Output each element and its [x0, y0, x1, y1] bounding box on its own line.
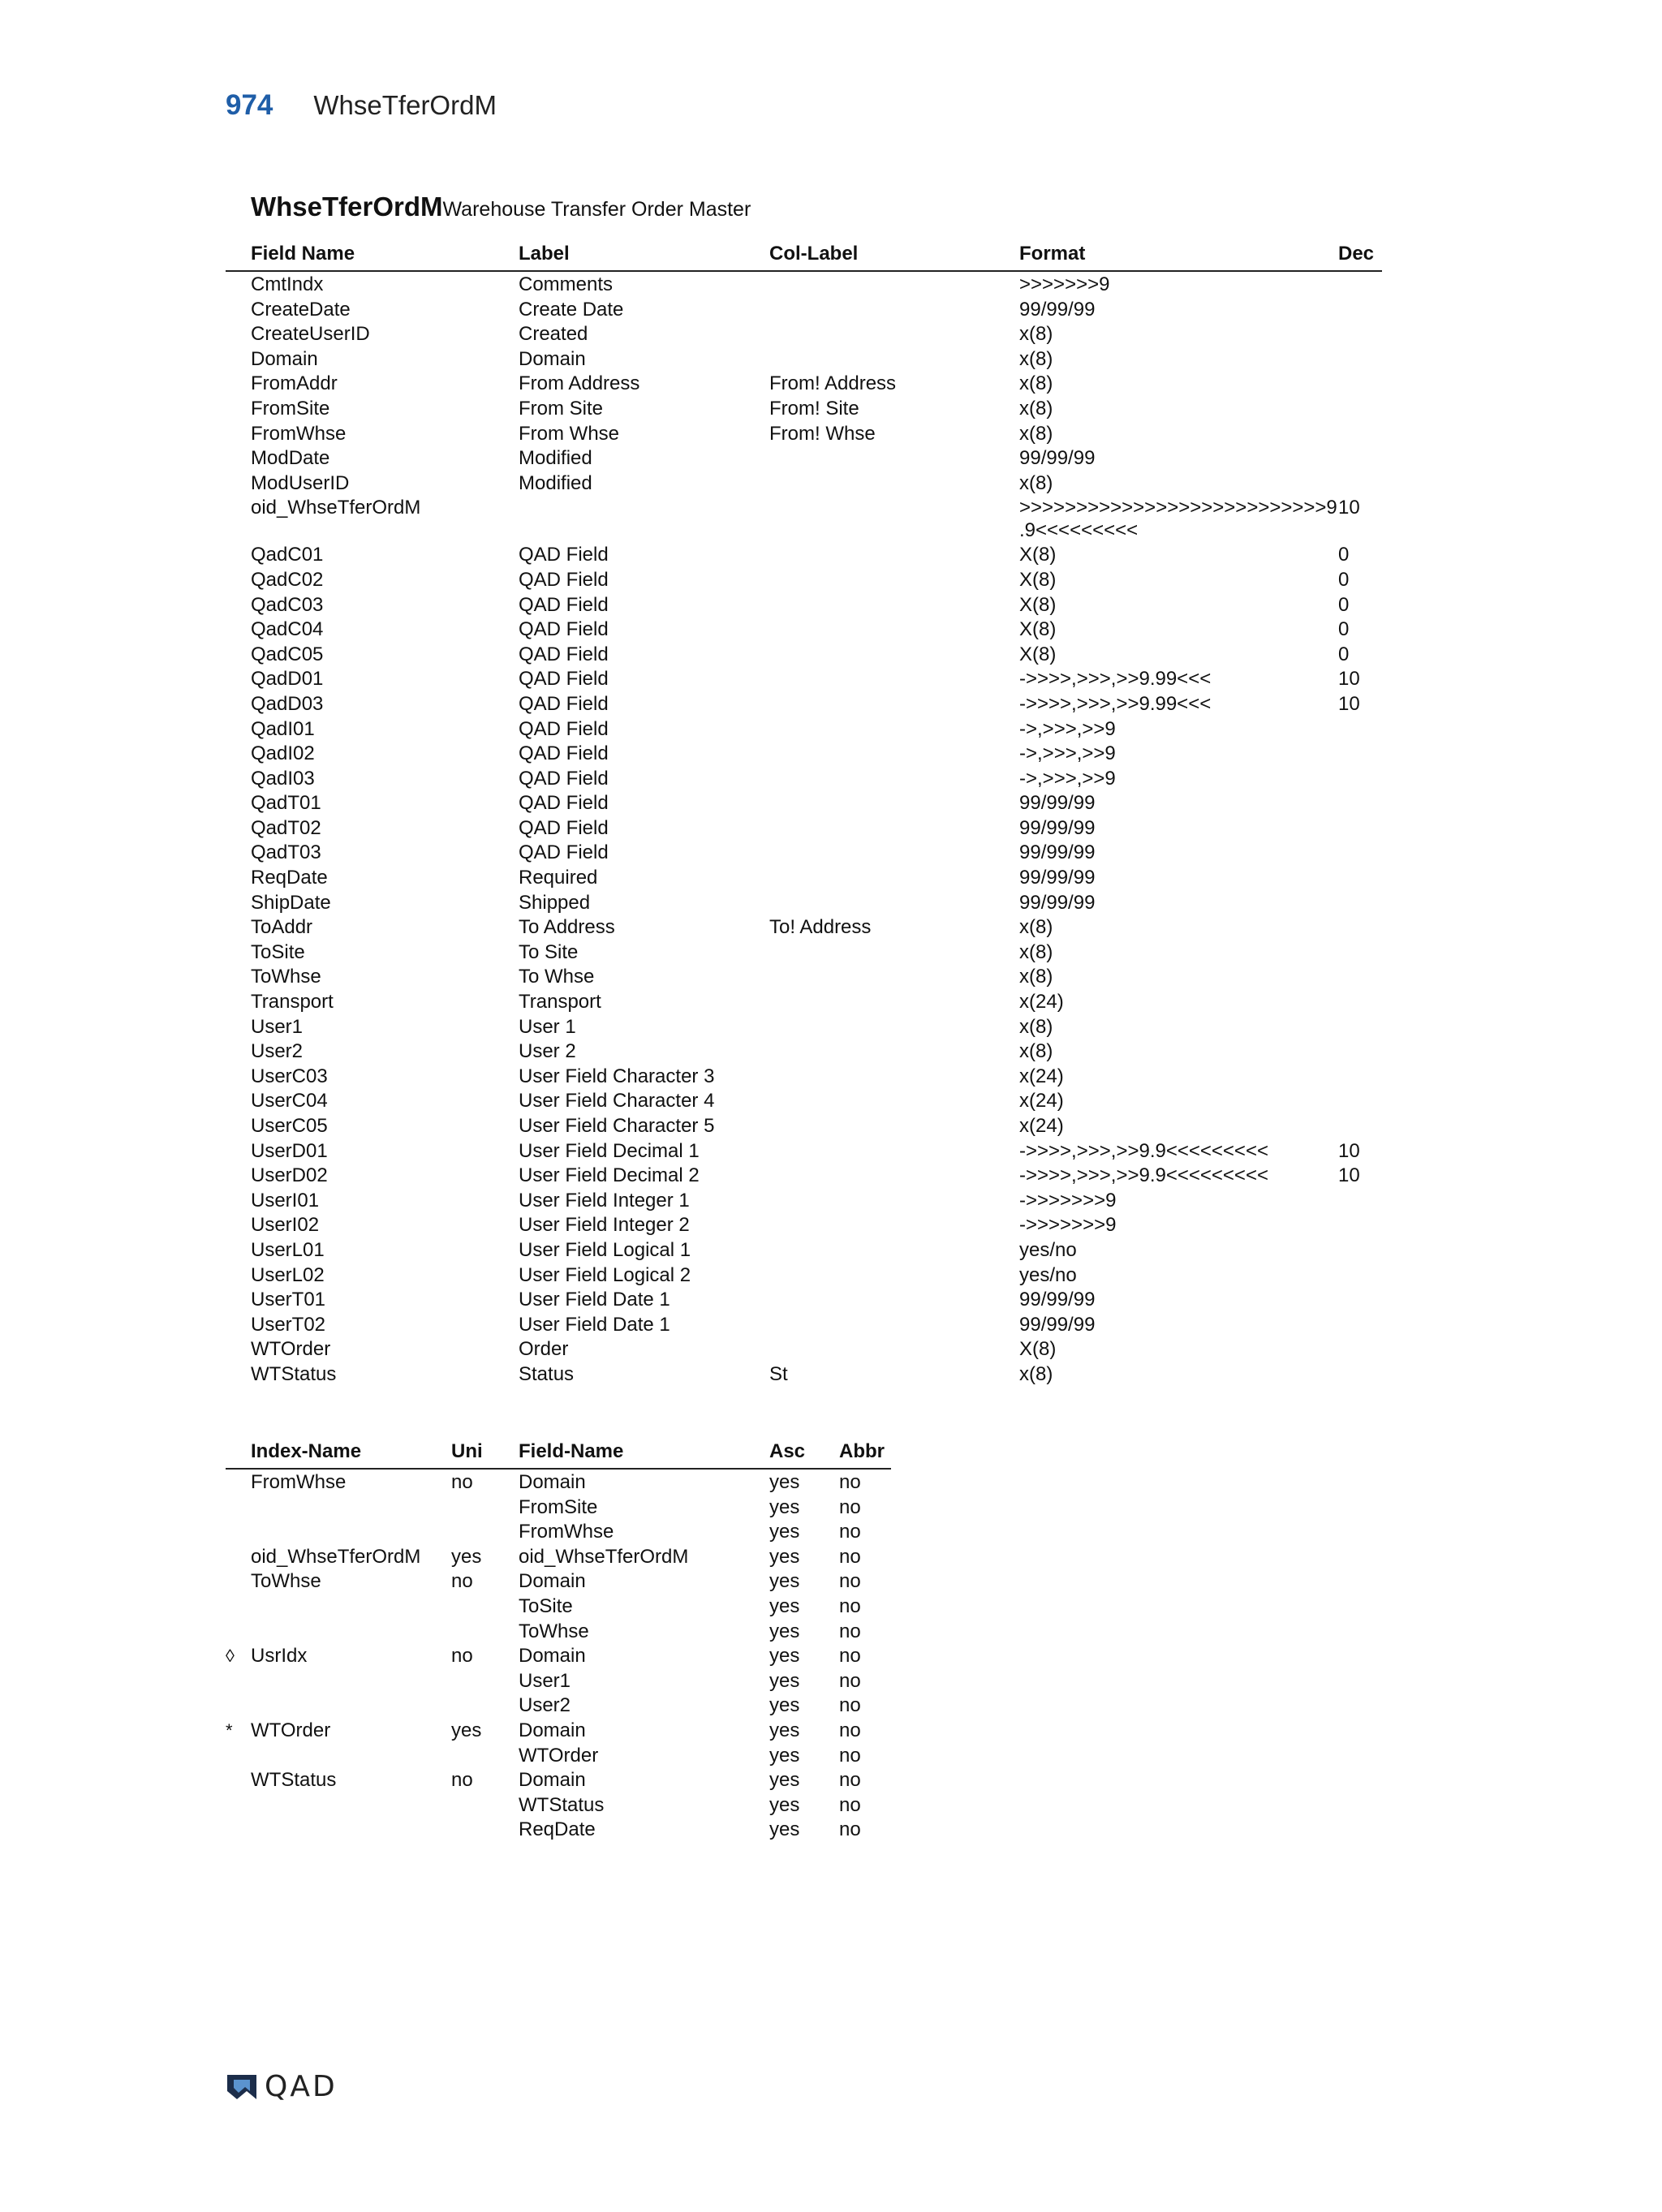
table-row — [226, 642, 1382, 667]
table-row — [226, 816, 1382, 841]
format-cell: ->>>>,>>>,>>9.9<<<<<<<<< — [1019, 1164, 1268, 1187]
col-label-cell: From! Address — [769, 372, 897, 395]
format-cell: 99/99/99 — [1019, 891, 1096, 914]
table-row — [226, 717, 1382, 742]
label-cell: Shipped — [519, 891, 591, 914]
running-head — [226, 89, 497, 130]
label-cell: Created — [519, 323, 588, 346]
label-cell: From Address — [519, 372, 640, 395]
abbr-cell: no — [839, 1594, 861, 1617]
label-cell: QAD Field — [519, 643, 609, 665]
ascending-cell: yes — [769, 1719, 800, 1741]
format-cell: x(8) — [1019, 1015, 1053, 1038]
dec-cell: 0 — [1338, 593, 1350, 616]
field-name-cell: ToAddr — [251, 916, 313, 939]
format-cell: X(8) — [1019, 593, 1057, 616]
fields-table-header — [226, 241, 1382, 272]
field-name-cell: QadI03 — [251, 767, 315, 790]
ascending-cell: yes — [769, 1620, 800, 1642]
label-cell: User Field Date 1 — [519, 1289, 670, 1311]
field-name-cell: QadT03 — [251, 841, 321, 864]
field-name-cell: WTOrder — [519, 1744, 599, 1767]
index-name-cell: WTStatus — [251, 1769, 337, 1792]
table-title — [251, 192, 751, 222]
label-cell: User Field Decimal 1 — [519, 1139, 700, 1162]
table-row — [226, 542, 1382, 567]
format-cell: ->>>>>>>9 — [1019, 1214, 1117, 1237]
format-cell: x(24) — [1019, 1065, 1064, 1087]
dec-cell: 0 — [1338, 544, 1350, 566]
label-cell: Status — [519, 1362, 575, 1385]
label-cell: QAD Field — [519, 816, 609, 839]
abbr-cell: no — [839, 1645, 861, 1668]
table-row — [226, 1362, 1382, 1387]
label-cell: To Site — [519, 940, 579, 963]
abbr-cell: no — [839, 1818, 861, 1841]
label-cell: Modified — [519, 471, 592, 494]
table-row — [226, 1088, 1382, 1113]
field-name-cell: UserD01 — [251, 1139, 328, 1162]
abbr-cell: no — [839, 1495, 861, 1518]
dec-cell: 10 — [1338, 1139, 1360, 1162]
format-cell: x(8) — [1019, 471, 1053, 494]
table-row — [226, 1668, 891, 1693]
label-cell: Comments — [519, 273, 614, 295]
table-row — [226, 1743, 891, 1768]
abbr-cell: no — [839, 1570, 861, 1593]
table-row — [226, 940, 1382, 965]
dec-cell: 0 — [1338, 618, 1350, 641]
table-row — [226, 1014, 1382, 1039]
field-name-cell: FromSite — [251, 397, 330, 420]
table-row — [226, 1594, 891, 1619]
unique-cell: no — [451, 1570, 473, 1593]
field-name-cell: QadC02 — [251, 568, 324, 591]
format-cell: x(8) — [1019, 397, 1053, 420]
format-cell: ->>>>,>>>,>>9.99<<< — [1019, 692, 1212, 715]
field-name-cell: oid_WhseTferOrdM — [251, 497, 421, 519]
label-cell: QAD Field — [519, 792, 609, 815]
label-cell: QAD Field — [519, 568, 609, 591]
field-name-cell: CreateUserID — [251, 323, 370, 346]
label-cell: User 2 — [519, 1040, 576, 1063]
qad-logo — [226, 2070, 338, 2103]
abbr-cell: no — [839, 1694, 861, 1717]
ascending-cell: yes — [769, 1769, 800, 1792]
format-cell: X(8) — [1019, 568, 1057, 591]
index-name-cell: WTOrder — [251, 1719, 331, 1741]
label-cell: User Field Decimal 2 — [519, 1164, 700, 1187]
label-cell: QAD Field — [519, 692, 609, 715]
label-cell: Modified — [519, 447, 592, 470]
dec-cell: 10 — [1338, 668, 1360, 691]
field-name-cell: UserL01 — [251, 1238, 325, 1261]
table-row — [226, 741, 1382, 766]
column-header-col-label: Col-Label — [769, 243, 859, 265]
field-name-cell: QadC03 — [251, 593, 324, 616]
field-name-cell: ReqDate — [519, 1818, 596, 1841]
field-name-cell: CmtIndx — [251, 273, 324, 295]
field-name-cell: UserC03 — [251, 1065, 328, 1087]
abbr-cell: no — [839, 1793, 861, 1816]
table-name: WhseTferOrdM — [251, 192, 443, 222]
label-cell: User Field Date 1 — [519, 1313, 670, 1336]
field-name-cell: WTOrder — [251, 1338, 331, 1361]
table-row — [226, 1470, 891, 1495]
table-row — [226, 1163, 1382, 1188]
field-name-cell: UserD02 — [251, 1164, 328, 1187]
format-cell: 99/99/99 — [1019, 1313, 1096, 1336]
format-cell: yes/no — [1019, 1263, 1077, 1286]
table-row — [226, 1312, 1382, 1337]
table-row — [226, 371, 1382, 396]
format-cell: 99/99/99 — [1019, 298, 1096, 321]
table-row — [226, 396, 1382, 421]
field-name-cell: Domain — [519, 1570, 586, 1593]
table-row — [226, 666, 1382, 691]
label-cell: Transport — [519, 991, 601, 1013]
format-cell: x(24) — [1019, 1090, 1064, 1112]
field-name-cell: ReqDate — [251, 867, 328, 889]
table-row — [226, 1212, 1382, 1237]
table-row — [226, 1263, 1382, 1288]
ascending-cell: yes — [769, 1495, 800, 1518]
label-cell: QAD Field — [519, 668, 609, 691]
label-cell: User 1 — [519, 1015, 576, 1038]
ascending-cell: yes — [769, 1818, 800, 1841]
table-description: Warehouse Transfer Order Master — [442, 198, 751, 221]
table-row — [226, 272, 1382, 297]
ascending-cell: yes — [769, 1594, 800, 1617]
fields-table-body — [226, 272, 1382, 1387]
format-cell: 99/99/99 — [1019, 867, 1096, 889]
field-name-cell: CreateDate — [251, 298, 351, 321]
column-header-field-name: Field Name — [251, 243, 355, 265]
table-row — [226, 865, 1382, 890]
running-head-title: WhseTferOrdM — [313, 90, 497, 120]
field-name-cell: ToSite — [251, 940, 305, 963]
index-table-header — [226, 1439, 891, 1470]
format-cell: ->>>>,>>>,>>9.9<<<<<<<<< — [1019, 1139, 1268, 1162]
ascending-cell: yes — [769, 1521, 800, 1543]
format-cell: ->>>>>>>9 — [1019, 1189, 1117, 1211]
format-cell: X(8) — [1019, 643, 1057, 665]
field-name-cell: QadD03 — [251, 692, 324, 715]
field-name-cell: Domain — [519, 1719, 586, 1741]
field-name-cell: QadT02 — [251, 816, 321, 839]
column-header-dec: Dec — [1338, 243, 1375, 265]
page-number: 974 — [226, 89, 273, 121]
format-cell: x(8) — [1019, 323, 1053, 346]
ascending-cell: yes — [769, 1744, 800, 1767]
format-cell: x(8) — [1019, 966, 1053, 988]
dec-cell: 0 — [1338, 568, 1350, 591]
field-name-cell: ToWhse — [251, 966, 321, 988]
field-name-cell: QadD01 — [251, 668, 324, 691]
field-name-cell: ToWhse — [519, 1620, 589, 1642]
abbr-cell: no — [839, 1471, 861, 1493]
field-name-cell: ModDate — [251, 447, 330, 470]
ascending-cell: yes — [769, 1645, 800, 1668]
field-name-cell: UserC04 — [251, 1090, 328, 1112]
table-row — [226, 1619, 891, 1644]
field-name-cell: FromAddr — [251, 372, 338, 395]
field-name-cell: QadI02 — [251, 742, 315, 765]
table-row — [226, 592, 1382, 618]
logo-text: QAD — [265, 2070, 338, 2103]
table-row — [226, 297, 1382, 322]
format-cell: 99/99/99 — [1019, 792, 1096, 815]
label-cell: Domain — [519, 347, 586, 370]
field-name-cell: UserL02 — [251, 1263, 325, 1286]
format-cell: x(8) — [1019, 1362, 1053, 1385]
unique-cell: yes — [451, 1719, 482, 1741]
label-cell: User Field Logical 1 — [519, 1238, 691, 1261]
field-name-cell: UserT01 — [251, 1289, 326, 1311]
abbr-cell: no — [839, 1521, 861, 1543]
table-row — [226, 914, 1382, 940]
dec-cell: 10 — [1338, 497, 1360, 519]
format-cell: ->,>>>,>>9 — [1019, 742, 1116, 765]
label-cell: To Whse — [519, 966, 595, 988]
format-cell: x(8) — [1019, 422, 1053, 445]
format-cell: x(8) — [1019, 940, 1053, 963]
table-row — [226, 1287, 1382, 1312]
table-row — [226, 1643, 891, 1668]
field-name-cell: WTStatus — [251, 1362, 337, 1385]
table-row — [226, 421, 1382, 446]
table-row — [226, 964, 1382, 989]
format-cell: X(8) — [1019, 544, 1057, 566]
table-row — [226, 1767, 891, 1792]
table-row — [226, 1569, 891, 1594]
field-name-cell: ShipDate — [251, 891, 331, 914]
col-label-cell: St — [769, 1362, 788, 1385]
index-table — [226, 1439, 891, 1842]
table-row — [226, 495, 1382, 542]
format-cell: x(8) — [1019, 347, 1053, 370]
format-cell: ->,>>>,>>9 — [1019, 717, 1116, 740]
label-cell: User Field Character 4 — [519, 1090, 715, 1112]
col-label-cell: To! Address — [769, 916, 872, 939]
label-cell: Create Date — [519, 298, 624, 321]
label-cell: User Field Integer 2 — [519, 1214, 690, 1237]
format-cell: ->>>>,>>>,>>9.99<<< — [1019, 668, 1212, 691]
label-cell: User Field Character 3 — [519, 1065, 715, 1087]
field-name-cell: UserI02 — [251, 1214, 320, 1237]
format-cell: >>>>>>>9 — [1019, 273, 1110, 295]
field-name-cell: FromSite — [519, 1495, 598, 1518]
label-cell: QAD Field — [519, 742, 609, 765]
table-row — [226, 1519, 891, 1544]
field-name-cell: QadT01 — [251, 792, 321, 815]
table-row — [226, 1237, 1382, 1263]
field-name-cell: Domain — [519, 1471, 586, 1493]
index-name-cell: ToWhse — [251, 1570, 321, 1593]
table-row — [226, 989, 1382, 1014]
ascending-cell: yes — [769, 1471, 800, 1493]
column-header-format: Format — [1019, 243, 1086, 265]
field-name-cell: QadC04 — [251, 618, 324, 641]
table-row — [226, 1336, 1382, 1362]
field-name-cell: ToSite — [519, 1594, 573, 1617]
field-name-cell: UserT02 — [251, 1313, 326, 1336]
column-header-field-name: Field-Name — [519, 1440, 624, 1462]
index-name-cell: UsrIdx — [251, 1645, 308, 1668]
field-name-cell: QadC05 — [251, 643, 324, 665]
table-row — [226, 321, 1382, 346]
table-row — [226, 890, 1382, 915]
dec-cell: 10 — [1338, 692, 1360, 715]
column-header-uni: Uni — [451, 1440, 483, 1462]
column-header-label: Label — [519, 243, 570, 265]
label-cell: QAD Field — [519, 841, 609, 864]
label-cell: QAD Field — [519, 618, 609, 641]
index-table-body — [226, 1470, 891, 1842]
format-cell: x(8) — [1019, 372, 1053, 395]
abbr-cell: no — [839, 1744, 861, 1767]
table-row — [226, 1064, 1382, 1089]
ascending-cell: yes — [769, 1545, 800, 1568]
ascending-cell: yes — [769, 1669, 800, 1692]
field-name-cell: User2 — [519, 1694, 571, 1717]
abbr-cell: no — [839, 1620, 861, 1642]
abbr-cell: no — [839, 1669, 861, 1692]
table-row — [226, 1792, 891, 1818]
field-name-cell: WTStatus — [519, 1793, 605, 1816]
abbr-cell: no — [839, 1545, 861, 1568]
dec-cell: 0 — [1338, 643, 1350, 665]
format-cell: 99/99/99 — [1019, 447, 1096, 470]
format-cell: 99/99/99 — [1019, 841, 1096, 864]
col-label-cell: From! Whse — [769, 422, 876, 445]
column-header-asc: Asc — [769, 1440, 806, 1462]
table-row — [226, 840, 1382, 865]
format-cell: X(8) — [1019, 618, 1057, 641]
column-header-abbr: Abbr — [839, 1440, 885, 1462]
table-row — [226, 1138, 1382, 1164]
index-name-cell: oid_WhseTferOrdM — [251, 1545, 421, 1568]
col-label-cell: From! Site — [769, 397, 859, 420]
ascending-cell: yes — [769, 1694, 800, 1717]
table-row — [226, 346, 1382, 372]
format-cell: x(24) — [1019, 1115, 1064, 1137]
dec-cell: 10 — [1338, 1164, 1360, 1187]
table-row — [226, 1495, 891, 1520]
qad-logo-icon — [226, 2073, 258, 2101]
label-cell: User Field Logical 2 — [519, 1263, 691, 1286]
format-cell: 99/99/99 — [1019, 816, 1096, 839]
format-cell: x(24) — [1019, 991, 1064, 1013]
ascending-cell: yes — [769, 1570, 800, 1593]
label-cell: To Address — [519, 916, 615, 939]
format-cell: ->,>>>,>>9 — [1019, 767, 1116, 790]
index-name-cell: FromWhse — [251, 1471, 347, 1493]
field-name-cell: QadI01 — [251, 717, 315, 740]
field-name-cell: User2 — [251, 1040, 304, 1063]
field-name-cell: Domain — [519, 1769, 586, 1792]
field-name-cell: FromWhse — [519, 1521, 614, 1543]
ascending-cell: yes — [769, 1793, 800, 1816]
label-cell: Required — [519, 867, 598, 889]
table-row — [226, 445, 1382, 471]
field-name-cell: oid_WhseTferOrdM — [519, 1545, 689, 1568]
format-cell: >>>>>>>>>>>>>>>>>>>>>>>>>>>9 .9<<<<<<<<< — [1019, 497, 1337, 542]
abbr-cell: no — [839, 1769, 861, 1792]
field-name-cell: QadC01 — [251, 544, 324, 566]
table-row — [226, 790, 1382, 816]
unique-cell: no — [451, 1471, 473, 1493]
format-cell: x(8) — [1019, 1040, 1053, 1063]
field-name-cell: Domain — [251, 347, 318, 370]
abbr-cell: no — [839, 1719, 861, 1741]
table-row — [226, 1817, 891, 1842]
label-cell: QAD Field — [519, 544, 609, 566]
unique-cell: yes — [451, 1545, 482, 1568]
format-cell: x(8) — [1019, 916, 1053, 939]
label-cell: QAD Field — [519, 767, 609, 790]
index-marker: ◊ — [226, 1646, 235, 1667]
unique-cell: no — [451, 1769, 473, 1792]
fields-table — [226, 241, 1382, 1387]
table-row — [226, 691, 1382, 717]
label-cell: From Site — [519, 397, 604, 420]
label-cell: User Field Integer 1 — [519, 1189, 690, 1211]
format-cell: 99/99/99 — [1019, 1289, 1096, 1311]
index-marker: * — [226, 1719, 233, 1741]
label-cell: User Field Character 5 — [519, 1115, 715, 1137]
table-row — [226, 1718, 891, 1743]
field-name-cell: User1 — [251, 1015, 304, 1038]
field-name-cell: ModUserID — [251, 471, 350, 494]
field-name-cell: UserC05 — [251, 1115, 328, 1137]
field-name-cell: Domain — [519, 1645, 586, 1668]
table-row — [226, 567, 1382, 592]
table-row — [226, 1039, 1382, 1064]
format-cell: X(8) — [1019, 1338, 1057, 1361]
label-cell: Order — [519, 1338, 569, 1361]
label-cell: QAD Field — [519, 717, 609, 740]
field-name-cell: UserI01 — [251, 1189, 320, 1211]
field-name-cell: Transport — [251, 991, 334, 1013]
table-row — [226, 1188, 1382, 1213]
label-cell: From Whse — [519, 422, 620, 445]
field-name-cell: FromWhse — [251, 422, 347, 445]
unique-cell: no — [451, 1645, 473, 1668]
format-cell: yes/no — [1019, 1238, 1077, 1261]
table-row — [226, 1113, 1382, 1138]
column-header-index-name: Index-Name — [251, 1440, 362, 1462]
table-row — [226, 471, 1382, 496]
label-cell: QAD Field — [519, 593, 609, 616]
field-name-cell: User1 — [519, 1669, 571, 1692]
table-row — [226, 1544, 891, 1569]
table-row — [226, 617, 1382, 642]
table-row — [226, 1693, 891, 1718]
table-row — [226, 766, 1382, 791]
